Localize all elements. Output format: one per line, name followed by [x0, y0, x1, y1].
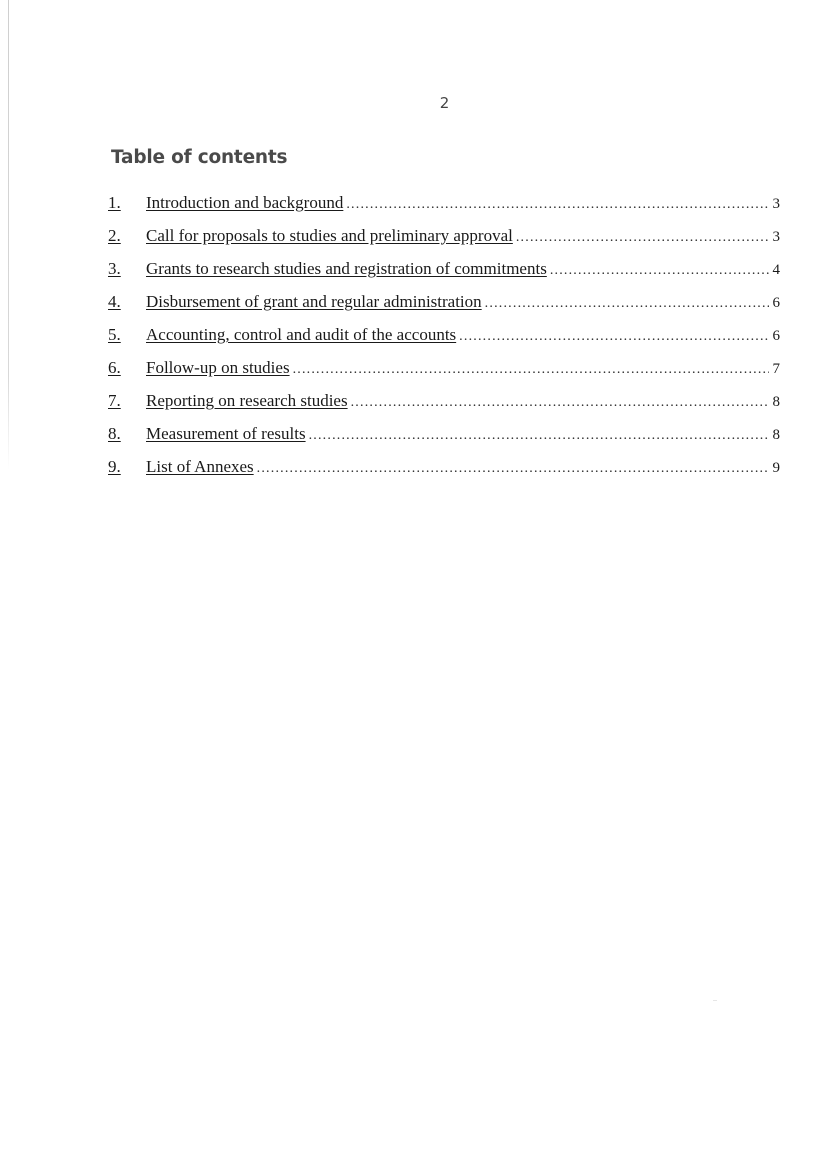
dot-leader: [459, 329, 769, 345]
toc-entry-number: 5.: [108, 325, 121, 344]
toc-entry-number: 6.: [108, 358, 121, 377]
toc-entry-number: 2.: [108, 226, 121, 245]
toc-entry-disbursement[interactable]: [108, 292, 780, 325]
toc-entry-page: 9: [772, 460, 780, 476]
dot-leader: [257, 461, 769, 477]
dot-leader: [346, 197, 769, 213]
toc-entry-number: 3.: [108, 259, 121, 278]
scan-speck: [713, 1000, 717, 1001]
toc-entry-page: 6: [772, 295, 780, 311]
toc-heading: Table of contents: [111, 147, 288, 168]
dot-leader: [485, 296, 769, 312]
toc-entry-title[interactable]: List of Annexes: [146, 457, 254, 476]
toc-entry-page: 3: [772, 229, 780, 245]
toc-entry-follow-up[interactable]: [108, 358, 780, 391]
toc-entry-call-for-proposals[interactable]: [108, 226, 780, 259]
toc-entry-number: 8.: [108, 424, 121, 443]
toc-entry-number: 4.: [108, 292, 121, 311]
toc-entry-introduction[interactable]: [108, 193, 780, 226]
page-number: 2: [439, 94, 450, 112]
toc-entry-title[interactable]: Follow-up on studies: [146, 358, 290, 377]
toc-entry-reporting[interactable]: [108, 391, 780, 424]
dot-leader: [550, 263, 769, 279]
toc-entry-title[interactable]: Disbursement of grant and regular administration: [146, 292, 482, 311]
dot-leader: [351, 395, 769, 411]
toc-entry-title[interactable]: Reporting on research studies: [146, 391, 348, 410]
toc-entry-page: 4: [772, 262, 780, 278]
toc-entry-title[interactable]: Call for proposals to studies and preliminary approval: [146, 226, 513, 245]
toc-entry-grants[interactable]: [108, 259, 780, 292]
scan-edge-line: [8, 0, 9, 470]
toc-entry-page: 8: [772, 427, 780, 443]
toc-entry-title[interactable]: Accounting, control and audit of the accounts: [146, 325, 457, 344]
dot-leader: [293, 362, 769, 378]
toc-entry-number: 1.: [108, 193, 121, 212]
toc-entry-page: 3: [772, 196, 780, 212]
dot-leader: [516, 230, 769, 246]
toc-entry-title[interactable]: Grants to research studies and registration of commitments: [146, 259, 547, 278]
toc-entry-title[interactable]: Measurement of results: [146, 424, 306, 443]
toc-entry-accounting[interactable]: [108, 325, 780, 358]
toc-entry-number: 9.: [108, 457, 121, 476]
dot-leader: [309, 428, 769, 444]
toc-entry-page: 6: [772, 328, 780, 344]
toc-entry-title[interactable]: Introduction and background: [146, 193, 344, 212]
toc-entry-page: 8: [772, 394, 780, 410]
toc-entry-number: 7.: [108, 391, 121, 410]
toc-entry-measurement[interactable]: [108, 424, 780, 457]
toc-entry-annexes[interactable]: [108, 457, 780, 490]
table-of-contents: [108, 193, 780, 490]
toc-entry-page: 7: [772, 361, 780, 377]
